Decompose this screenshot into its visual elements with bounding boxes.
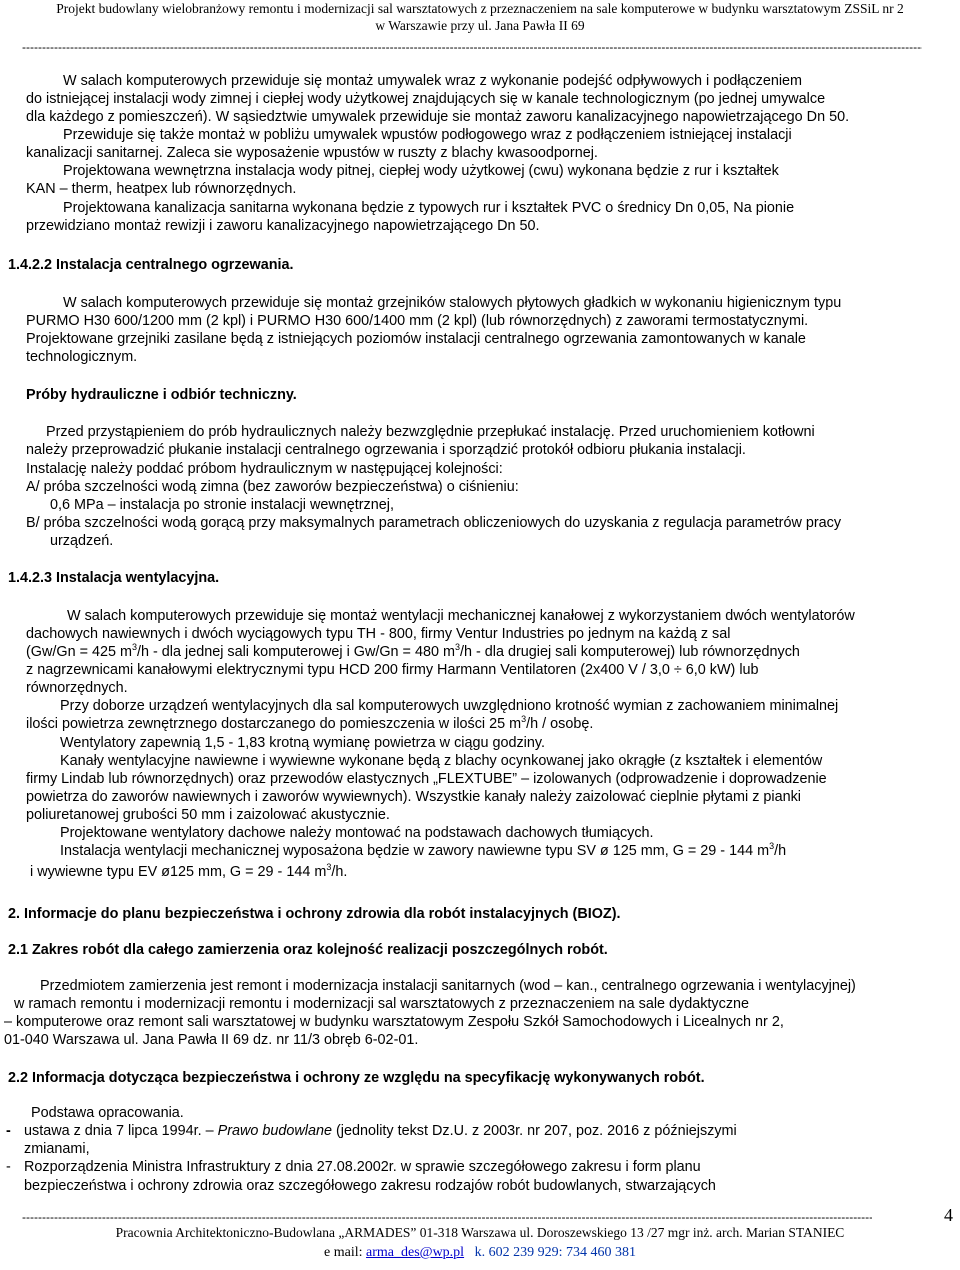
- section-heading: 1.4.2.2 Instalacja centralnego ogrzewania.: [8, 257, 294, 273]
- text-line: technologicznym.: [26, 349, 138, 365]
- section-heading: 2.2 Informacja dotycząca bezpieczeństwa i ochrony ze względu na specyfikację wykonywanych robót.: [8, 1070, 705, 1086]
- text-line: z nagrzewnicami kanałowymi elektrycznymi typu HCD 200 firmy Harmann Ventilatoren (2x400 V / 3,0 ÷ 6,0 kW) lub: [26, 662, 759, 678]
- text-line: – komputerowe oraz remont sali warsztatowej w budynku warsztatowym Zespołu Szkół Samochodowych i Licealnych nr 2,: [4, 1014, 784, 1030]
- text-line: PURMO H30 600/1200 mm (2 kpl) i PURMO H30 600/1400 mm (2 kpl) (lub równorzędnych) z zaworami termostatycznymi.: [26, 313, 809, 329]
- text-line: do istniejącej instalacji wody zimnej i ciepłej wody użytkowej znajdujących się w kanale technologicznym (po jednej umywalce: [26, 91, 826, 107]
- section-heading: 2. Informacje do planu bezpieczeństwa i ochrony zdrowia dla robót instalacyjnych (BIOZ).: [8, 906, 621, 922]
- text-line: Projektowana kanalizacja sanitarna wykonana będzie z typowych rur i kształtek PVC o średnicy Dn 0,05, Na pionie: [63, 200, 795, 216]
- text-line: Wentylatory zapewnią 1,5 - 1,83 krotną wymianę powietrza w ciągu godziny.: [60, 735, 545, 751]
- text-line: KAN – therm, heatpex lub równorzędnych.: [26, 181, 297, 197]
- text-line: B/ próba szczelności wodą gorącą przy maksymalnych parametrach obliczeniowych do uzyskania z regulacja parametrów pracy: [26, 515, 842, 531]
- text-line: poliuretanowej grubości 50 mm i zaizolować akustycznie.: [26, 807, 390, 823]
- text-line: Projektowana wewnętrzna instalacja wody pitnej, ciepłej wody użytkowej (cwu) wykonana będzie z rur i kształtek: [63, 163, 779, 179]
- text-line: równorzędnych.: [26, 680, 128, 696]
- text-line: urządzeń.: [50, 533, 114, 549]
- text-line: i wywiewne typu EV ø125 mm, G = 29 - 144 $m^3/h$.: [30, 862, 348, 880]
- text-line: Przedmiotem zamierzenia jest remont i modernizacja instalacji sanitarnych (wod – kan., centralnego ogrzewania i wentylacyjnej): [40, 978, 856, 994]
- page-header: [0, 0, 960, 34]
- text-line: dachowych nawiewnych i dwóch wyciągowych typu TH - 800, firmy Ventur Industries po jednym na każdą z sal: [26, 626, 731, 642]
- text-line: należy przeprowadzić płukanie instalacji centralnego ogrzewania i sporządzić protokół odbioru płukania instalacji.: [26, 442, 746, 458]
- text-line: Instalację należy poddać próbom hydraulicznym w następującej kolejności:: [26, 461, 503, 477]
- section-heading: 2.1 Zakres robót dla całego zamierzenia oraz kolejność realizacji poszczególnych robót.: [8, 942, 608, 958]
- text-line: Przewiduje się także montaż w pobliżu umywalek wpustów podłogowego wraz z podłączeniem istniejącej instalacji: [63, 127, 792, 143]
- text-line: kanalizacji sanitarnej. Zaleca sie wyposażenie wpustów w ruszty z blachy kwasoodpornej.: [26, 145, 598, 161]
- footer-contact: [0, 1244, 960, 1261]
- text-line: przewidziano montaż rewizji i zaworu kanalizacyjnego napowietrzającego Dn 50.: [26, 218, 540, 234]
- header-divider: [22, 42, 922, 52]
- text-line: Kanały wentylacyjne nawiewne i wywiewne wykonane będą z blachy ocynkowanej jako okrągłe (z kształtek i elementów: [60, 753, 823, 769]
- email-label: e mail:: [324, 1245, 367, 1260]
- text-line: Przy doborze urządzeń wentylacyjnych dla sal komputerowych uwzględniono krotność wymian z zachowaniem minimalnej: [60, 698, 839, 714]
- section-heading: Próby hydrauliczne i odbiór techniczny.: [26, 387, 297, 403]
- email-link[interactable]: arma_des@wp.pl: [366, 1245, 465, 1260]
- text-line: w ramach remontu i modernizacji remontu i modernizacji sal warsztatowych z przeznaczeniem na sale dydaktyczne: [14, 996, 750, 1012]
- text-line: firmy Lindab lub równorzędnych) oraz przewodów elastycznych „FLEXTUBE” – izolowanych (odprowadzenie i doprowadzenie: [26, 771, 827, 787]
- phone-numbers: k. 602 239 929: 734 460 381: [474, 1245, 636, 1260]
- text-line: bezpieczeństwa i ochrony zdrowia oraz szczegółowego zakresu rodzajów robót budowlanych, stwarzających: [24, 1178, 716, 1194]
- list-bullet: -: [6, 1159, 11, 1175]
- page-footer: [0, 1224, 960, 1261]
- text-line: powietrza do zaworów nawiewnych i zaworów wywiewnych). Wszystkie kanały należy zaizolować cieplnie płytami z pianki: [26, 789, 802, 805]
- header-line-1: Projekt budowlany wielobranżowy remontu i modernizacji sal warsztatowych z przeznaczeniem na sale komputerowe w budynku warsztatowym ZSSiL nr 2: [56, 1, 904, 16]
- footer-line-1: Pracownia Architektoniczno-Budowlana „ARMADES” 01-318 Warszawa ul. Doroszewskiego 13 /27 mgr inż. arch. Marian STANIEC: [115, 1225, 845, 1240]
- text-line: Przed przystąpieniem do prób hydraulicznych należy bezwzględnie przepłukać instalację. Przed uruchomieniem kotłowni: [46, 424, 815, 440]
- footer-divider: [22, 1212, 872, 1222]
- text-line: 0,6 MPa – instalacja po stronie instalacji wewnętrznej,: [50, 497, 394, 513]
- page-number: 4: [944, 1205, 953, 1225]
- section-heading: 1.4.2.3 Instalacja wentylacyjna.: [8, 570, 220, 586]
- text-line: Instalacja wentylacji mechanicznej wyposażona będzie w zawory nawiewne typu SV ø 125 mm, G = 29 - 144 $m^3/h$: [60, 841, 787, 859]
- text-line: ilości powietrza zewnętrznego dostarczanego do pomieszczenia w ilości 25 $m^3/h$ / osobę.: [26, 714, 594, 732]
- list-bullet: -: [6, 1123, 11, 1139]
- text-line: A/ próba szczelności wodą zimna (bez zaworów bezpieczeństwa) o ciśnieniu:: [26, 479, 519, 495]
- list-item: ustawa z dnia 7 lipca 1994r. – Prawo budowlane (jednolity tekst Dz.U. z 2003r. nr 207, poz. 2016 z późniejszymi: [24, 1123, 737, 1139]
- text-line: W salach komputerowych przewiduje się montaż grzejników stalowych płytowych gładkich w wykonaniu higienicznym typu: [63, 295, 842, 311]
- text-line: Podstawa opracowania.: [31, 1105, 184, 1121]
- text-line: W salach komputerowych przewiduje się montaż wentylacji mechanicznej kanałowej z wykorzystaniem dwóch wentylatorów: [67, 608, 855, 624]
- text-line: W salach komputerowych przewiduje się montaż umywalek wraz z wykonanie podejść odpływowych i podłączeniem: [63, 73, 803, 89]
- text-line: Projektowane grzejniki zasilane będą z istniejących poziomów instalacji centralnego ogrzewania zamontowanych w kanale: [26, 331, 806, 347]
- text-line: dla każdego z pomieszczeń). W sąsiedztwie umywalek przewiduje sie montaż zaworu kanalizacyjnego napowietrzającego Dn 50.: [26, 109, 850, 125]
- list-item: Rozporządzenia Ministra Infrastruktury z dnia 27.08.2002r. w sprawie szczegółowego zakresu i form planu: [24, 1159, 701, 1175]
- text-line: Projektowane wentylatory dachowe należy montować na podstawach dachowych tłumiących.: [60, 825, 654, 841]
- text-line: zmianami,: [24, 1141, 90, 1157]
- text-line: (Gw/Gn = 425 $m^3/h$ - dla jednej sali komputerowej i Gw/Gn = 480 $m^3/h$ - dla drugiej sali komputerowej) lub równorzędnych: [26, 642, 800, 660]
- text-line: 01-040 Warszawa ul. Jana Pawła II 69 dz. nr 11/3 obręb 6-02-01.: [4, 1032, 419, 1048]
- header-line-2: w Warszawie przy ul. Jana Pawła II 69: [375, 18, 585, 33]
